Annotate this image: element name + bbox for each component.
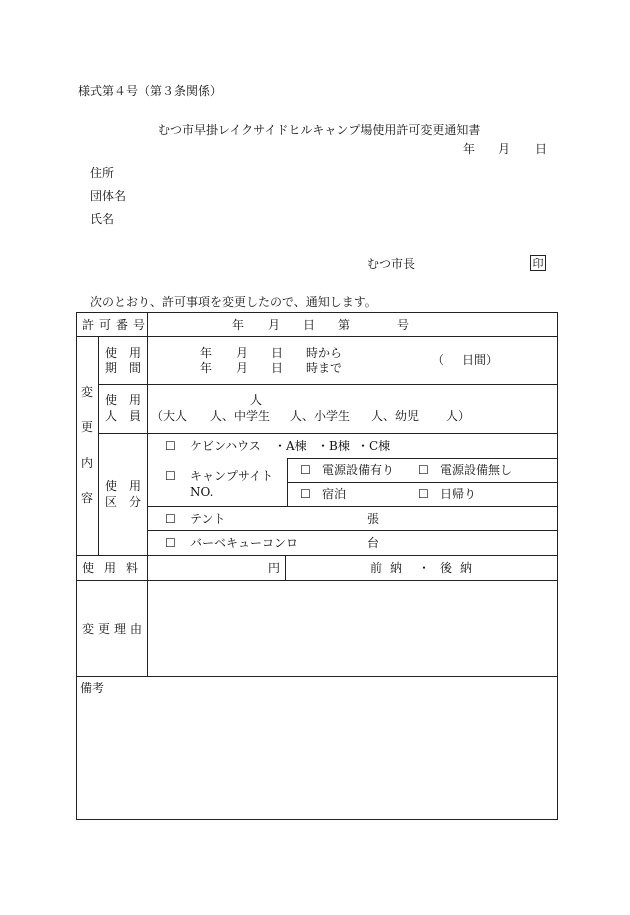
label-char: 更: [80, 420, 93, 435]
period-from-time: 時から: [306, 346, 343, 360]
seal-mark: [530, 255, 546, 271]
label-char: 分: [128, 495, 141, 509]
label-char: 使: [105, 393, 118, 407]
reason-label: 変更理由: [82, 622, 147, 636]
label-char: 区: [105, 495, 118, 509]
row-line: [147, 506, 557, 507]
column-line: [98, 336, 99, 555]
row-line: [98, 384, 557, 385]
power-yes-label: 電源設備有り: [322, 463, 395, 477]
people-elementary: 人、小学生: [290, 409, 351, 423]
bbq-unit: 台: [367, 536, 380, 550]
cabin-b: ・B棟: [317, 439, 350, 453]
label-char: 用: [128, 479, 141, 493]
address-label: 住所: [90, 166, 115, 180]
campsite-label: キャンプサイト: [190, 469, 274, 483]
label-char: 使: [105, 346, 118, 360]
campsite-checkbox[interactable]: ☐: [165, 469, 176, 483]
power-no-checkbox[interactable]: ☐: [418, 463, 429, 477]
period-to-year: 年: [200, 361, 213, 375]
people-total-unit: 人: [250, 393, 263, 407]
label-char: 容: [80, 490, 93, 505]
row-line: [287, 482, 557, 483]
category-label-bottom: [105, 496, 141, 508]
permit-month: 月: [268, 318, 281, 332]
label-char: 員: [128, 409, 141, 423]
cabin-label: ケビンハウス: [190, 439, 261, 453]
row-line: [287, 458, 557, 459]
campsite-no: NO.: [190, 485, 214, 499]
change-content-label: [80, 386, 94, 504]
permit-number-label: 許可番号: [82, 318, 151, 332]
column-line: [147, 312, 148, 676]
bbq-label: バーベキューコンロ: [190, 536, 299, 550]
tent-unit: 張: [367, 512, 380, 526]
fee-dot: ・: [418, 561, 431, 575]
power-yes-checkbox[interactable]: ☐: [300, 463, 311, 477]
people-close: 人）: [446, 409, 471, 423]
row-line: [76, 676, 557, 677]
label-char: 用: [128, 346, 141, 360]
intro-text: 次のとおり、許可事項を変更したので、通知します。: [90, 295, 377, 309]
tent-checkbox[interactable]: ☐: [165, 512, 176, 526]
row-line: [76, 555, 557, 556]
period-days-open: （: [432, 353, 445, 367]
period-label-bottom: [105, 362, 141, 374]
permit-day: 日: [303, 318, 316, 332]
group-name-label: 団体名: [90, 189, 127, 203]
people-junior: 人、中学生: [210, 409, 271, 423]
column-line: [287, 458, 288, 506]
period-to-time: 時まで: [306, 361, 343, 375]
label-char: 内: [80, 455, 93, 470]
tent-label: テント: [190, 512, 226, 526]
form-table: [76, 312, 558, 820]
label-char: 変: [80, 385, 93, 399]
document-title: むつ市早掛レイクサイドヒルキャンプ場使用許可変更通知書: [158, 123, 481, 137]
label-char: 期: [105, 361, 118, 375]
label-char: 使: [105, 479, 118, 493]
people-label-bottom: [105, 410, 141, 422]
period-days-close: 日間）: [462, 353, 499, 367]
row-line: [76, 580, 557, 581]
permit-dai: 第: [338, 318, 351, 332]
people-label-top: [105, 394, 141, 406]
row-line: [98, 433, 557, 434]
row-line: [147, 530, 557, 531]
people-adult: （大人: [151, 409, 188, 423]
period-from-month: 月: [236, 346, 249, 360]
day-trip-checkbox[interactable]: ☐: [418, 487, 429, 501]
form-number: 様式第４号（第３条関係）: [78, 84, 223, 98]
people-infant: 人、幼児: [371, 409, 420, 423]
period-to-month: 月: [236, 361, 249, 375]
date-year-label: 年: [463, 142, 476, 156]
cabin-checkbox[interactable]: ☐: [165, 439, 176, 453]
row-line: [76, 336, 557, 337]
stay-checkbox[interactable]: ☐: [300, 487, 311, 501]
period-from-year: 年: [200, 346, 213, 360]
mayor-label: むつ市長: [367, 257, 416, 271]
fee-unit: 円: [268, 561, 281, 575]
label-char: 間: [128, 361, 141, 375]
date-month-label: 月: [498, 142, 511, 156]
permit-go: 号: [397, 318, 410, 332]
name-label: 氏名: [90, 212, 115, 226]
period-from-day: 日: [271, 346, 284, 360]
power-no-label: 電源設備無し: [440, 463, 513, 477]
column-line: [285, 555, 286, 580]
seal-text: 印: [532, 256, 544, 270]
period-to-day: 日: [271, 361, 284, 375]
label-char: 人: [105, 409, 118, 423]
fee-prepaid: 前納: [370, 561, 411, 575]
cabin-c: ・C棟: [357, 439, 391, 453]
remarks-label: 備考: [80, 681, 105, 695]
period-label-top: [105, 347, 141, 359]
category-label-top: [105, 480, 141, 492]
day-trip-label: 日帰り: [440, 487, 477, 501]
permit-year: 年: [232, 318, 245, 332]
cabin-a: ・A棟: [274, 439, 307, 453]
label-char: 用: [128, 393, 141, 407]
fee-label: 使用料: [82, 561, 149, 575]
fee-postpaid: 後納: [440, 561, 481, 575]
date-day-label: 日: [535, 142, 548, 156]
stay-label: 宿泊: [322, 487, 347, 501]
bbq-checkbox[interactable]: ☐: [165, 536, 176, 550]
